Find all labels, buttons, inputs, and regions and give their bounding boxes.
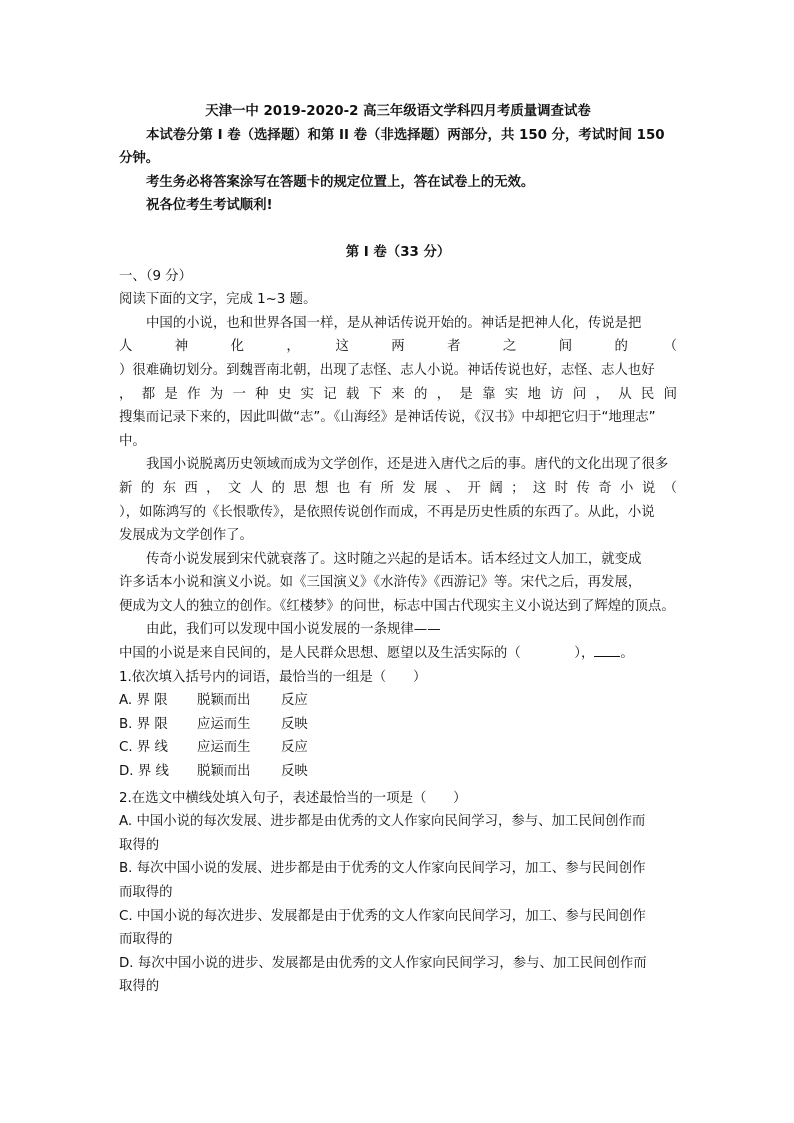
q2-option-c-line1: C. 中国小说的每次进步、发展都是由于优秀的文人作家向民间学习，加工、参与民间创作	[119, 908, 646, 924]
q1-option-b-word1: 应运而生	[197, 716, 251, 732]
q1-option-d-word2: 反映	[281, 764, 308, 780]
intro-line-1: 本试卷分第 I 卷（选择题）和第 II 卷（非选择题）两部分，共 150 分，考试时间 150	[146, 127, 665, 143]
reading-instruction: 阅读下面的文字，完成 1~3 题。	[119, 292, 317, 308]
q1-option-a	[119, 689, 677, 713]
passage-para3-line3: 便成为文人的独立的创作。《红楼梦》的问世，标志中国古代现实主义小说达到了辉煌的顶点。	[119, 598, 675, 614]
q1-stem: 1.依次填入括号内的词语，最恰当的一组是（ ）	[119, 669, 427, 685]
section-title: 第 I 卷（33 分）	[345, 244, 451, 260]
q1-option-b-key: B. 界 限	[119, 716, 168, 732]
q2-option-b-line1: B. 每次中国小说的发展、进步都是由于优秀的文人作家向民间学习，加工、参与民间创作	[119, 861, 646, 877]
q2-option-b-line2: 而取得的	[119, 885, 173, 900]
q1-option-c-word2: 反应	[281, 740, 308, 756]
passage-para2-line1: 我国小说脱离历史领域而成为文学创作，还是进入唐代之后的事。唐代的文化出现了很多	[146, 457, 669, 473]
passage-para1-line1: 中国的小说，也和世界各国一样，是从神话传说开始的。神话是把神人化，传说是把	[146, 315, 642, 331]
q2-stem: 2.在选文中横线处填入句子，表述最恰当的一项是（ ）	[119, 790, 467, 806]
q1-option-a-word2: 反应	[281, 693, 308, 709]
exam-intro-cont: 分钟。	[119, 151, 160, 167]
q1-option-c-key: C. 界 线	[119, 740, 168, 756]
q2-option-c-line2: 而取得的	[119, 932, 173, 948]
passage-para3-line2: 许多话本小说和演义小说。如《三国演义》《水浒传》《西游记》等。宋代之后，再发展，	[119, 575, 642, 591]
fill-blank-line	[594, 644, 620, 657]
exam-intro	[119, 124, 677, 148]
q1-option-d-key: D. 界 线	[119, 764, 169, 780]
passage-para1-line2: 人 神 化 ， 这 两 者 之 间 的 （	[119, 339, 677, 355]
exam-wish: 祝各位考生考试顺利!	[146, 198, 273, 214]
passage-para4-text: 中国的小说是来自民间的，是人民群众思想、愿望以及生活实际的（ ），	[119, 646, 595, 662]
q1-option-b-word2: 反映	[281, 716, 308, 732]
passage-para1-line4: ，都是作为一种史实记载下来的，是靠实地访问，从民间	[119, 386, 677, 402]
exam-title: 天津一中 2019-2020-2 高三年级语文学科四月考质量调查试卷	[205, 104, 591, 119]
q1-option-a-key: A. 界 限	[119, 693, 168, 709]
passage-para4-end: 。	[620, 646, 634, 662]
passage-para4-line1: 由此，我们可以发现中国小说发展的一条规律——	[146, 622, 441, 638]
q2-option-d-line2: 取得的	[119, 979, 160, 995]
passage-para4-line2	[119, 642, 677, 666]
passage-para2-line4: 发展成为文学创作了。	[119, 528, 253, 544]
q1-option-d-word1: 脱颖而出	[197, 764, 251, 780]
passage-para2-line2: 新的东西，文人的思想也有所发展、开阔；这时传奇小说（	[119, 480, 677, 496]
q1-option-d	[119, 760, 677, 784]
q1-option-c	[119, 736, 677, 760]
passage-para1-line5: 搜集而记录下来的，因此叫做“志”。《山海经》是神话传说，《汉书》中却把它归于“地理志”	[119, 410, 656, 426]
exam-notice: 考生务必将答案涂写在答题卡的规定位置上，答在试卷上的无效。	[146, 174, 535, 190]
passage-para1-line6: 中。	[119, 433, 146, 449]
passage-para3-line1: 传奇小说发展到宋代就衰落了。这时随之兴起的是话本。话本经过文人加工，就变成	[146, 551, 642, 567]
q2-option-a-line1: A. 中国小说的每次发展、进步都是由优秀的文人作家向民间学习，参与、加工民间创作而	[119, 814, 646, 830]
passage-para1-line3: ）很难确切划分。到魏晋南北朝，出现了志怪、志人小说。神话传说也好，志怪、志人也好	[119, 362, 655, 378]
q2-option-a-line2: 取得的	[119, 837, 160, 853]
exam-content	[119, 100, 677, 999]
q1-option-a-word1: 脱颖而出	[197, 693, 251, 709]
q1-option-c-word1: 应运而生	[197, 740, 251, 756]
part-one-heading: 一、（9 分）	[119, 268, 193, 284]
q2-option-d-line1: D. 每次中国小说的进步、发展都是由优秀的文人作家向民间学习，参与、加工民间创作而	[119, 955, 647, 971]
passage-para2-line3: ），如陈鸿写的《长恨歌传》，是依照传说创作而成，不再是历史性质的东西了。从此，小说	[119, 504, 655, 520]
q1-option-b	[119, 713, 677, 737]
